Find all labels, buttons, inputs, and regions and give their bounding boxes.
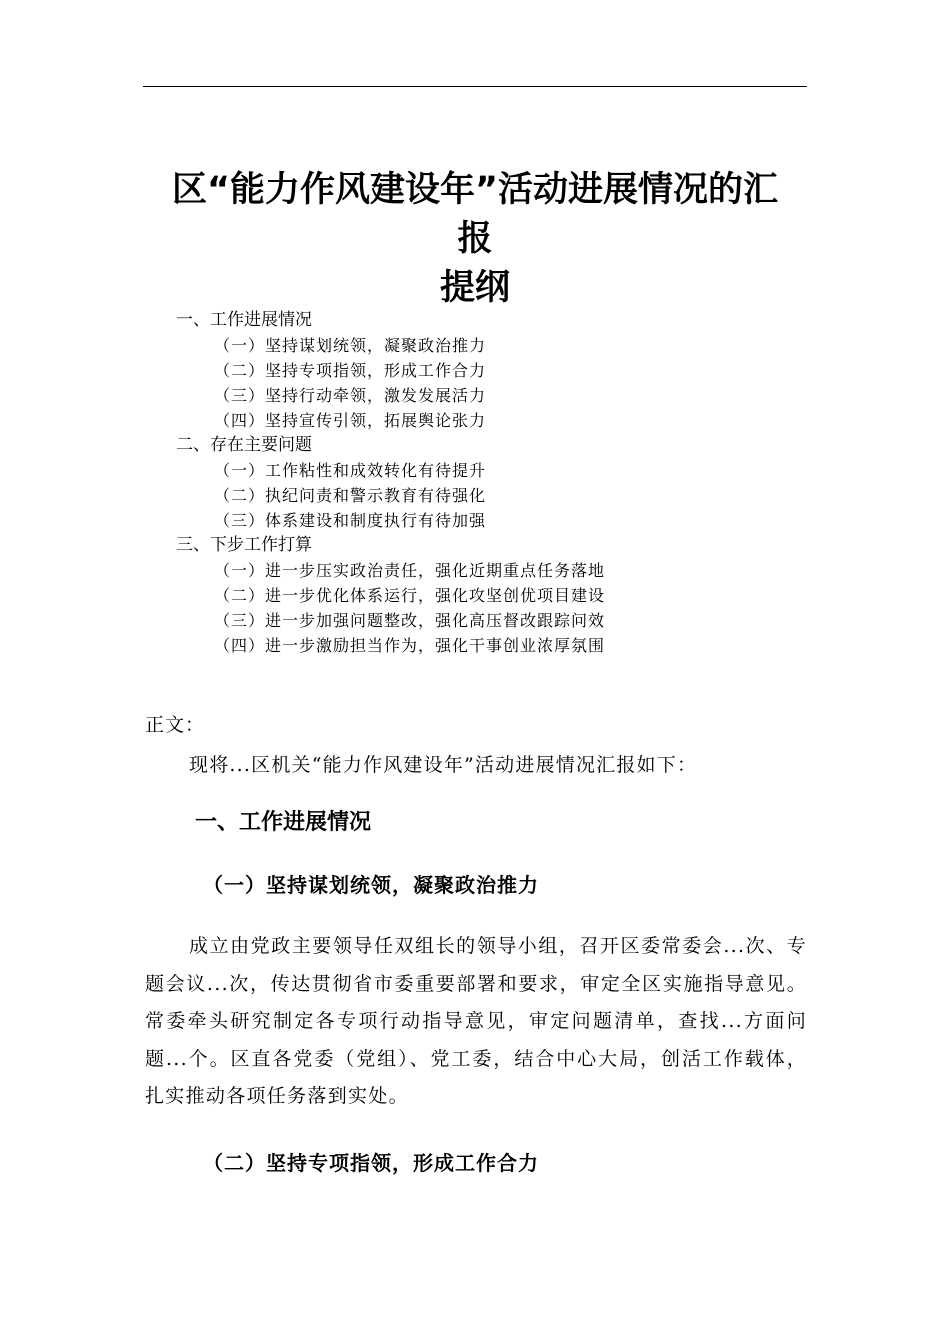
outline-item: （三）坚持行动牵领，激发发展活力 xyxy=(214,386,487,405)
title-line-3: 提纲 xyxy=(439,268,510,308)
outline-heading-2: 二、存在主要问题 xyxy=(176,435,312,455)
outline-item: （二）坚持专项指领，形成工作合力 xyxy=(214,361,487,380)
outline-item: （二）进一步优化体系运行，强化攻坚创优项目建设 xyxy=(214,586,606,605)
header-rule xyxy=(143,86,807,87)
intro-paragraph: 现将...区机关“能力作风建设年”活动进展情况汇报如下： xyxy=(189,754,698,776)
outline-list xyxy=(176,308,816,658)
body-paragraph: 成立由党政主要领导任双组长的领导小组，召开区委常委会...次、专题会议...次，传达贯彻省市委重要部署和要求，审定全区实施指导意见。常委牵头研究制定各专项行动指导意见，审定问题清单，查找...方面问题...个。区直各党委（党组）、党工委，结合中心大局，创活工作载体，扎实推动各项任务落到实处。 xyxy=(145,935,807,1107)
body-label: 正文： xyxy=(145,714,206,736)
outline-heading-1: 一、工作进展情况 xyxy=(176,310,312,330)
outline-item: （一）坚持谋划统领，凝聚政治推力 xyxy=(214,336,487,355)
outline-item: （三）进一步加强问题整改，强化高压督改跟踪问效 xyxy=(214,611,606,630)
title-line-2: 报 xyxy=(457,219,493,259)
outline-heading-3: 三、下步工作打算 xyxy=(176,535,312,555)
outline-item: （四）进一步激励担当作为，强化干事创业浓厚氛围 xyxy=(214,636,606,655)
outline-item: （二）执纪问责和警示教育有待强化 xyxy=(214,486,487,505)
subsection-heading-1: （一）坚持谋划统领，凝聚政治推力 xyxy=(203,873,539,897)
section-heading-1: 一、工作进展情况 xyxy=(195,810,372,835)
outline-item: （三）体系建设和制度执行有待加强 xyxy=(214,511,487,530)
title-line-1: 区“能力作风建设年”活动进展情况的汇 xyxy=(171,170,778,210)
outline-item: （一）进一步压实政治责任，强化近期重点任务落地 xyxy=(214,561,606,580)
outline-item: （四）坚持宣传引领，拓展舆论张力 xyxy=(214,411,487,430)
document-body xyxy=(145,708,807,1180)
outline-item: （一）工作粘性和成效转化有待提升 xyxy=(214,461,487,480)
subsection-heading-2: （二）坚持专项指领，形成工作合力 xyxy=(203,1150,539,1175)
document-title xyxy=(143,166,807,313)
